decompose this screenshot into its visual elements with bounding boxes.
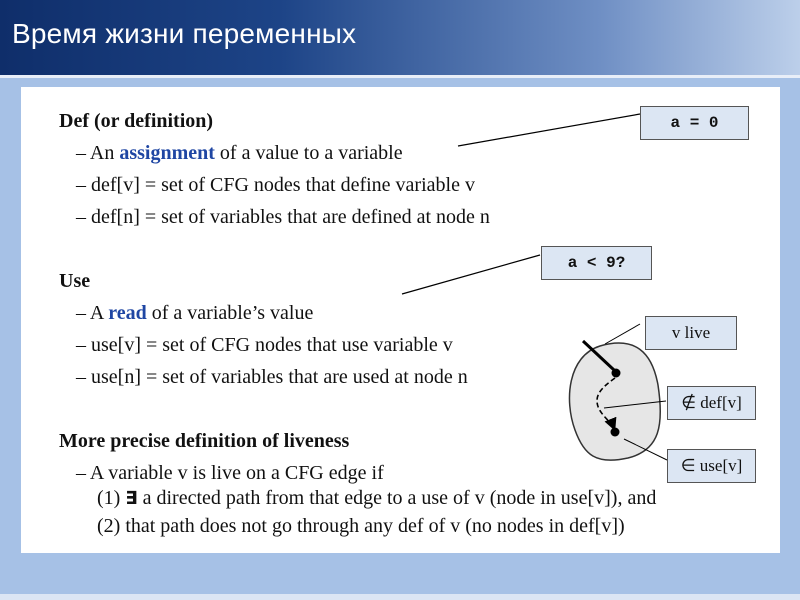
def-item-def-v: – def[v] = set of CFG nodes that define variable v (76, 174, 475, 196)
in-use-label: ∈ use[v] (667, 449, 756, 483)
assignment-example-box: a = 0 (640, 106, 749, 140)
liveness-item: – A variable v is live on a CFG edge if (76, 462, 384, 484)
condition-1-mark: (1) (97, 487, 126, 509)
def-node (612, 369, 621, 378)
use-heading: Use (59, 270, 91, 292)
liveness-condition-2: (2) that path does not go through any def of v (no nodes in def[v]) (97, 515, 625, 537)
exists-symbol: ∃ (125, 488, 138, 509)
v-live-callout-line (605, 324, 640, 344)
read-keyword: read (108, 302, 147, 324)
use-item-read-prefix: – A (76, 302, 109, 324)
def-item-assignment-suffix: of a value to a variable (214, 142, 403, 164)
assign-callout-line (458, 114, 640, 146)
assignment-keyword: assignment (119, 142, 215, 164)
use-node (611, 428, 620, 437)
compare-callout-line (402, 255, 540, 294)
slide-title: Время жизни переменных (12, 18, 357, 49)
condition-1-text: a directed path from that edge to a use of v (node in use[v]), and (137, 487, 657, 509)
use-item-use-n: – use[n] = set of variables that are used at node n (76, 366, 468, 388)
use-item-read-suffix: of a variable’s value (146, 302, 314, 324)
def-heading: Def (or definition) (59, 110, 214, 132)
liveness-heading: More precise definition of liveness (59, 430, 350, 452)
def-item-assignment-prefix: – An (76, 142, 120, 164)
v-live-label: v live (645, 316, 737, 350)
cfg-region-blob (569, 343, 660, 460)
comparison-example-box: a < 9? (541, 246, 652, 280)
not-in-def-label: ∉ def[v] (667, 386, 756, 420)
def-item-def-n: – def[n] = set of variables that are defined at node n (76, 206, 490, 228)
use-item-use-v: – use[v] = set of CFG nodes that use variable v (76, 334, 453, 356)
